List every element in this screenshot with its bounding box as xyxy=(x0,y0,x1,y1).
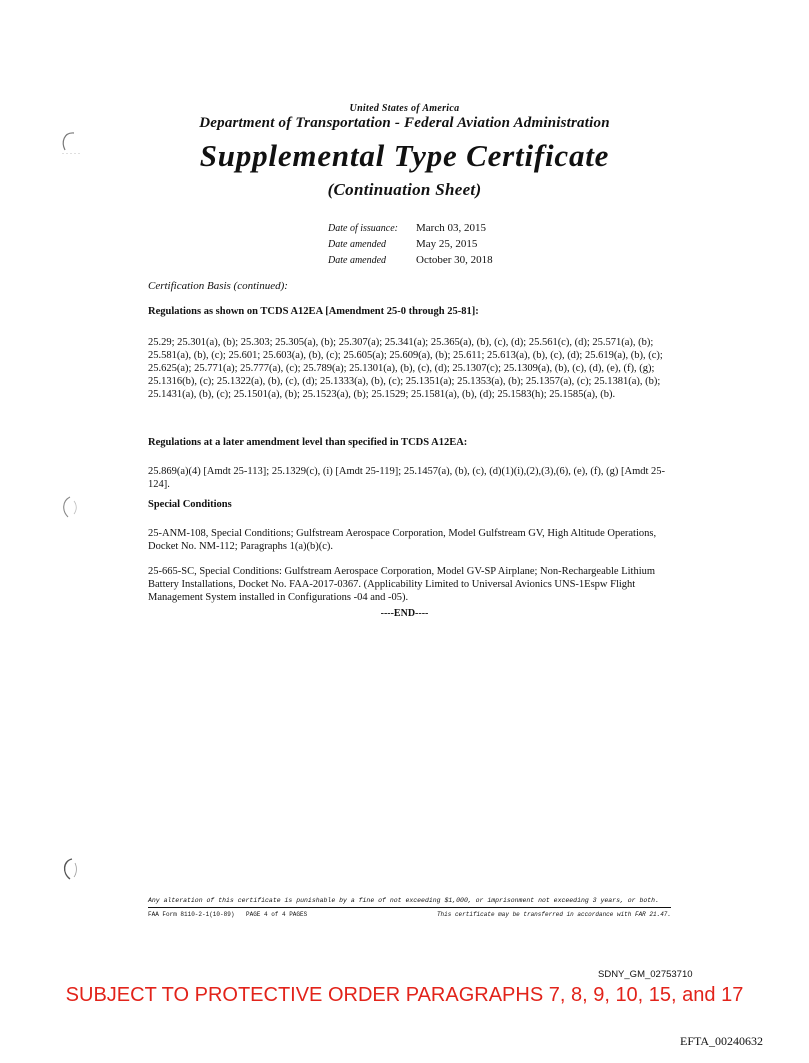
page-title: Supplemental Type Certificate xyxy=(199,138,610,173)
date-block xyxy=(328,222,493,270)
date-row-issuance xyxy=(328,222,493,238)
date-value: March 03, 2015 xyxy=(416,222,486,234)
regs-text: 25.29; 25.301(a), (b); 25.303; 25.305(a), (b); 25.307(a); 25.341(a); 25.365(a), (b), (c), (d); 25.561(c), (d); 25.571(a), (b); 25.581(a), (b), (c); 25.601; 25.603(a), (b), (c); 25.605(a); 25.609(a), (b); 25.611; 25.613(a), (b), (c), (d); 25.619(a), (b), (c); 25.625(a); 25.771(a); 25.777(a), (c); 25.789(a); 25.1301(a), (b), (c), (d); 25.1307(c); 25.1309(a), (b), (c), (d), (e), (f), (g); 25.1316(b), (c); 25.1322(a), (b), (c), (d); 25.1333(a), (b), (c); 25.1351(a); 25.1353(a), (b); 25.1357(a), (c); 25.1381(a), (b); 25.1431(a), (b), (c); 25.1501(a), (b); 25.1523(a), (b); 25.1529; 25.1581(a), (b), (d); 25.1583(h); 25.1585(a), (b). xyxy=(148,337,663,400)
later-amendment-text: 25.869(a)(4) [Amdt 25-113]; 25.1329(c), (i) [Amdt 25-119]; 25.1457(a), (b), (c), (d)(1)(i),(2),(3),(6), (e), (f), (g) [Amdt 25-124]. xyxy=(148,466,666,490)
certification-basis-label: Certification Basis (continued): xyxy=(148,280,288,292)
department-heading: Department of Transportation - Federal Aviation Administration xyxy=(199,115,610,131)
later-amendment-heading: Regulations at a later amendment level than specified in TCDS A12EA: xyxy=(148,437,468,448)
end-mark: ----END---- xyxy=(380,608,429,619)
special-condition-1: 25-ANM-108, Special Conditions; Gulfstream Aerospace Corporation, Model Gulfstream GV, High Altitude Operations, Docket No. NM-112; Paragraphs 1(a)(b)(c). xyxy=(148,528,657,552)
form-number: FAA Form 8110-2-1(10-89) xyxy=(148,911,235,918)
regs-heading: Regulations as shown on TCDS A12EA [Amendment 25-0 through 25-81]: xyxy=(148,306,479,317)
date-label: Date amended xyxy=(328,239,387,250)
date-label: Date amended xyxy=(328,255,387,266)
date-row-amended-2 xyxy=(328,254,493,270)
page-subtitle: (Continuation Sheet) xyxy=(327,180,482,199)
footer-divider xyxy=(148,907,671,908)
special-condition-2: 25-665-SC, Special Conditions: Gulfstream Aerospace Corporation, Model GV-SP Airplane; Non-Rechargeable Lithium Battery Installations, Docket No. FAA-2017-0367. (Applicability Limited to Universal Avionics UNS-1Espw Flight Management System installed in Configurations -04 and -05). xyxy=(148,566,656,603)
transfer-notice: This certificate may be transferred in accordance with FAR 21.47. xyxy=(436,911,671,918)
alteration-notice: Any alteration of this certificate is punishable by a fine of not exceeding $1,000, or imprisonment not exceeding 3 years, or both. xyxy=(148,897,659,904)
page-info: PAGE 4 of 4 PAGES xyxy=(246,911,308,918)
date-row-amended-1 xyxy=(328,238,493,254)
country-heading: United States of America xyxy=(349,103,460,114)
protective-order-notice: SUBJECT TO PROTECTIVE ORDER PARAGRAPHS 7, 8, 9, 10, 15, and 17 xyxy=(65,984,744,1006)
punch-hole-mark-bottom xyxy=(60,857,80,881)
efta-id: EFTA_00240632 xyxy=(680,1034,764,1048)
date-value: October 30, 2018 xyxy=(416,254,493,266)
special-conditions-heading: Special Conditions xyxy=(148,499,232,510)
bates-number: SDNY_GM_02753710 xyxy=(598,969,693,980)
date-label: Date of issuance: xyxy=(328,223,398,234)
date-value: May 25, 2015 xyxy=(416,238,478,250)
footer-form-line xyxy=(148,911,671,918)
punch-hole-mark-middle xyxy=(60,495,80,519)
